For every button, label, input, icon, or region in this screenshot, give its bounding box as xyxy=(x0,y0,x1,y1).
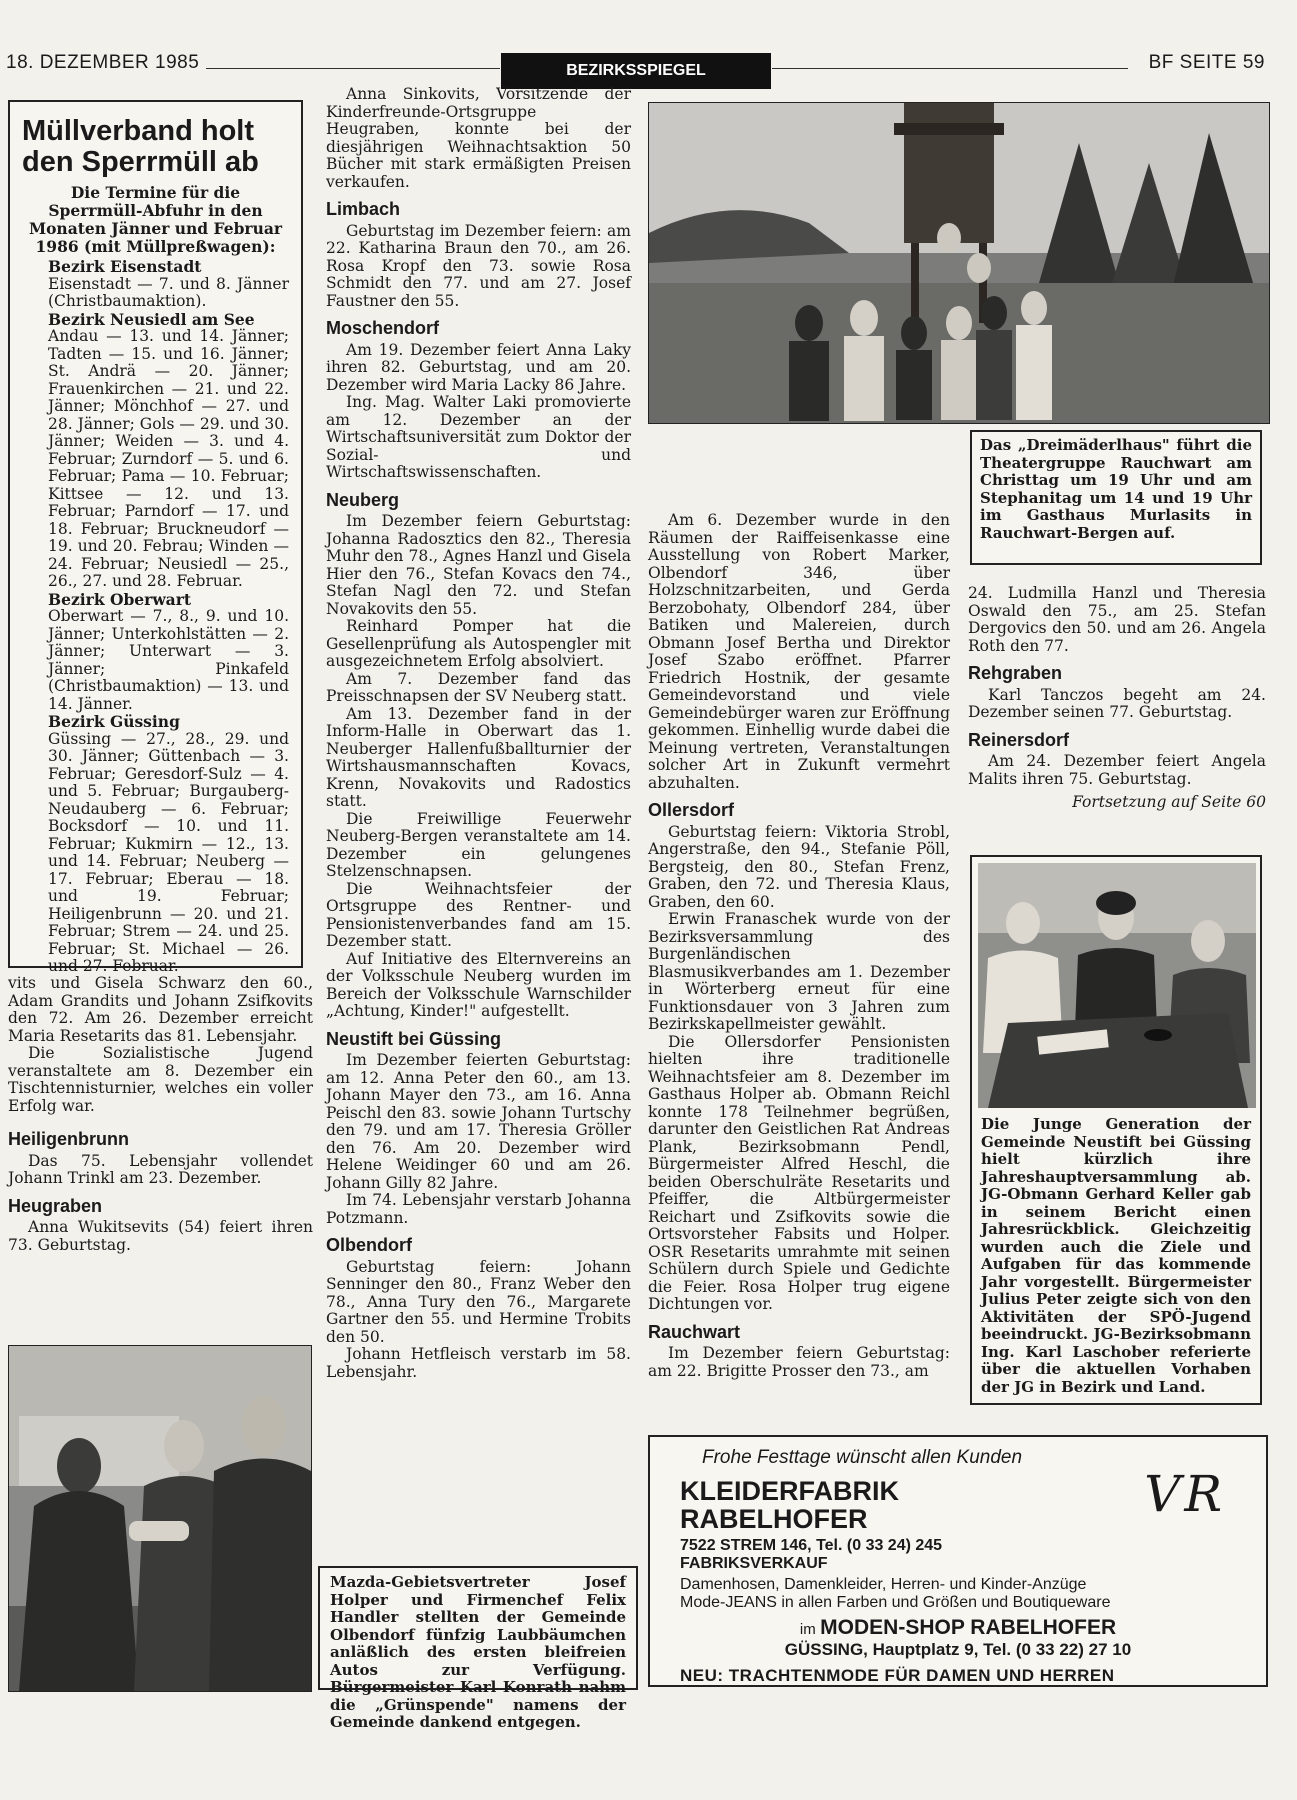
photo-youth-meeting xyxy=(978,863,1256,1108)
heading-ollersdorf: Ollersdorf xyxy=(648,800,735,820)
paragraph: Karl Tanczos begeht am 24. Dezember seinen 77. Geburtstag. xyxy=(968,685,1266,721)
caption-box-theatre xyxy=(970,430,1262,565)
paragraph: Am 6. Dezember wurde in den Räumen der Raiffeisenkasse eine Ausstellung von Robert Marker, Olbendorf 346, über Holzschnitzarbeiten, und Gerda Berzobohaty, Olbendorf 284, über Batiken und Malereien, durch Obmann Josef Bertha und Direktor Josef Szabo eröffnet. Pfarrer Friedrich Hostnik, der gesamte Gemeindevorstand und viele Gemeindebürger waren zur Eröffnung gekommen. Einhellig wurde dabei die Meinung vertreten, Veranstaltungen solcher Art in Zukunft vermehrt abzuhalten. xyxy=(648,511,950,792)
youth-photo-box xyxy=(970,855,1262,1405)
paragraph: Im Dezember feiern Geburtstag: Johanna Radosztics den 82., Theresia Muhr den 78., Agnes Hanzl und Gisela Hier den 76., Stefan Kovacs den 74., Stefan Nagl den 72. und Stefan Novakovits den 55. xyxy=(326,512,631,618)
district-name: Bezirk Güssing xyxy=(48,712,180,731)
page-number: BF SEITE 59 xyxy=(1148,52,1265,73)
photo-caption: Mazda-Gebietsvertreter Josef Holper und Firmenchef Felix Handler stellten der Gemeinde Olbendorf fünfzig Laubbäumchen anläßlich des ersten bleifreien Autos zur Verfügung. Bürgermeister Karl Konrath nahm die „Grünspende" namens der Gemeinde dankend entgegen. xyxy=(330,1573,626,1731)
column-4-text xyxy=(968,585,1266,812)
ad-new-line: NEU: TRACHTENMODE FÜR DAMEN UND HERREN xyxy=(680,1666,1115,1685)
paragraph: Johann Hetfleisch verstarb im 58. Lebensjahr. xyxy=(326,1345,631,1381)
paragraph: Die Sozialistische Jugend veranstaltete am 8. Dezember ein Tischtennisturnier, welches ein voller Erfolg war. xyxy=(8,1044,313,1115)
paragraph: Die Ollersdorfer Pensionisten hielten ihre traditionelle Weihnachtsfeier am 8. Dezember im Gasthaus Holper ab. Obmann Reichl konnte 178 Teilnehmer begrüßen, darunter den Geistlichen Rat Andreas Plank, Bezirksobmann Pendl, Bürgermeister Alfred Heschl, die beiden Oberschulräte Resetarits und Pfeiffer, die Altbürgermeister Reichart und Zsifkovits sowie die Ortsvorsteher Fabsits und Holper. OSR Resetarits umrahmte mit seinen Schülern durch Spiele und Gedichte die Feier. Rosa Holper trug eigene Dichtungen vor. xyxy=(648,1032,950,1313)
paragraph: Am 19. Dezember feiert Anna Laky ihren 82. Geburtstag, und am 20. Dezember wird Maria Lacky 86 Jahre. xyxy=(326,340,631,394)
paragraph: Erwin Franaschek wurde von der Bezirksversammlung des Burgenländischen Blasmusikverbandes am 1. Dezember in Wörterberg erneut für eine Funktionsdauer von 3 Jahren zum Bezirkskapellmeister gewählt. xyxy=(648,910,950,1033)
ad-company-line2: RABELHOFER xyxy=(680,1504,868,1534)
paragraph: Die Weihnachtsfeier der Ortsgruppe des Rentner- und Pensionistenverbandes fand am 15. Dezember statt. xyxy=(326,879,631,950)
ad-factory-sale: FABRIKSVERKAUF xyxy=(680,1555,828,1572)
district-dates: Andau — 13. und 14. Jänner; Tadten — 15. und 16. Jänner; St. Andrä — 20. Jänner; Frauenkirchen — 21. und 22. Jänner; Mönchhof — 27. und 28. Jänner; Gols — 29. und 30. Jänner; Weiden — 3. und 4. Februar; Zurndorf — 5. und 6. Februar; Pama — 10. Februar; Kittsee — 12. und 13. Februar; Parndorf — 17. und 18. Februar; Bruckneudorf — 19. und 20. Febrau; Winden — 24. Februar; Neusiedl — 25., 26., 27. und 28. Februar. xyxy=(48,327,289,590)
paragraph: Die Freiwillige Feuerwehr Neuberg-Bergen veranstaltete am 14. Dezember ein gelungenes Stelzenschnapsen. xyxy=(326,809,631,880)
heading-heiligenbrunn: Heiligenbrunn xyxy=(8,1129,129,1149)
paragraph: Das 75. Lebensjahr vollendet Johann Trinkl am 23. Dezember. xyxy=(8,1151,313,1187)
ad-im: im xyxy=(799,1621,816,1638)
ad-shop-address: GÜSSING, Hauptplatz 9, Tel. (0 33 22) 27 10 xyxy=(784,1640,1132,1659)
ad-products-line2: Mode-JEANS in allen Farben und Größen und Boutiqueware xyxy=(680,1594,1111,1611)
heading-neuberg: Neuberg xyxy=(326,489,400,510)
district-dates: Güssing — 27., 28., 29. und 30. Jänner; Güttenbach — 3. Februar; Geresdorf-Sulz — 4. und 5. Februar; Burgauberg-Neudauberg — 6. Februar; Bocksdorf — 10. und 11. Februar; Kukmirn — 12., 13. und 14. Februar; Neuberg — 17. Februar; Eberau — 18. und 19. Februar; Heiligenbrunn — 20. und 21. Februar; Strem — 24. und 25. Februar; St. Michael — 26. und 27. Februar. xyxy=(48,729,289,975)
paragraph: Am 7. Dezember fand das Preisschnapsen der SV Neuberg statt. xyxy=(326,669,631,705)
paragraph: Geburtstag feiern: Viktoria Strobl, Angerstraße, den 94., Stefanie Pöll, Bergsteig, den 80., Stefan Frenz, Graben, den 72. und Theresia Klaus, Graben, den 60. xyxy=(648,822,950,911)
photo-theatre-group xyxy=(648,102,1270,424)
header-rule-right xyxy=(772,68,1128,69)
heading-rehgraben: Rehgraben xyxy=(968,663,1063,683)
ad-shop-name: MODEN-SHOP RABELHOFER xyxy=(820,1616,1117,1639)
photo-mazda-handshake xyxy=(8,1345,312,1692)
district-name: Bezirk Eisenstadt xyxy=(48,257,202,276)
heading-heugraben: Heugraben xyxy=(8,1195,103,1216)
ad-greeting: Frohe Festtage wünscht allen Kunden xyxy=(702,1447,1023,1468)
column-1-text xyxy=(8,975,313,1254)
continued-note: Fortsetzung auf Seite 60 xyxy=(1072,793,1266,811)
district-name: Bezirk Neusiedl am See xyxy=(48,309,255,329)
photo-image xyxy=(649,103,1269,423)
ad-company-line1: KLEIDERFABRIK xyxy=(680,1476,900,1506)
paragraph: Anna Wukitsevits (54) feiert ihren 73. Geburtstag. xyxy=(8,1218,313,1254)
ad-logo-monogram: VR xyxy=(1144,1465,1226,1523)
photo-image xyxy=(9,1346,311,1691)
section-title: BEZIRKSSPIEGEL xyxy=(502,54,770,88)
paragraph: Geburtstag im Dezember feiern: am 22. Katharina Braun den 70., am 26. Rosa Kropf den 73. sowie Rosa Schmidt den 77. und am 27. Josef Faustner den 55. xyxy=(326,221,631,310)
advertisement-rabelhofer xyxy=(648,1435,1268,1687)
ad-address: 7522 STREM 146, Tel. (0 33 24) 245 xyxy=(680,1537,943,1554)
bulky-waste-intro: Die Termine für die Sperrmüll-Abfuhr in den Monaten Jänner und Februar 1986 (mit Müllpreßwagen): xyxy=(28,183,283,256)
photo-caption: Das „Dreimäderlhaus" führt die Theatergruppe Rauchwart am Christtag um 19 Uhr und am Stephanitag um 14 und 19 Uhr im Gasthaus Murlasits in Rauchwart-Bergen auf. xyxy=(980,436,1252,542)
paragraph: Reinhard Pomper hat die Gesellenprüfung als Autospengler mit ausgezeichnetem Erfolg absolviert. xyxy=(326,617,631,670)
paragraph: Im Dezember feiern Geburtstag: am 22. Brigitte Prosser den 73., am xyxy=(648,1344,950,1380)
ad-products-line1: Damenhosen, Damenkleider, Herren- und Kinder-Anzüge xyxy=(680,1576,1087,1593)
district-dates: Oberwart — 7., 8., 9. und 10. Jänner; Unterkohlstätten — 2. Jänner; Unterwart — 3. Jänner; Pinkafeld (Christbaumaktion) — 13. und 14. Jänner. xyxy=(48,607,289,713)
paragraph: Am 24. Dezember feiert Angela Malits ihren 75. Geburtstag. xyxy=(968,752,1266,788)
paragraph: Anna Sinkovits, Vorsitzende der Kinderfreunde-Ortsgruppe Heugraben, konnte bei der diesjährigen Weihnachtsaktion 50 Bücher mit stark ermäßigten Preisen verkaufen. xyxy=(326,85,631,191)
heading-neustift: Neustift bei Güssing xyxy=(326,1028,502,1049)
paragraph: Am 13. Dezember fand in der Inform-Halle in Oberwart das 1. Neuberger Hallenfußballturnier der Wirtshausmannschaften Kovacs, Krenn, Novakovits und Radostics statt. xyxy=(326,704,631,810)
district-list xyxy=(22,258,289,976)
caption-box-mazda xyxy=(318,1566,638,1731)
paragraph: vits und Gisela Schwarz den 60., Adam Grandits und Johann Zsifkovits den 72. Am 26. Dezember erreicht Maria Resetarits das 81. Lebensjahr. xyxy=(8,974,313,1045)
column-2-text xyxy=(326,86,631,1381)
paragraph: Geburtstag feiern: Johann Senninger den 80., Franz Weber den 78., Anna Tury den 76., Margarete Gartner den 55. und Hermine Trobits den 50. xyxy=(326,1257,631,1346)
issue-date: 18. DEZEMBER 1985 xyxy=(6,52,200,73)
column-3-text xyxy=(648,512,950,1380)
heading-olbendorf: Olbendorf xyxy=(326,1235,412,1255)
bulky-waste-headline: Müllverband holt den Sperrmüll ab xyxy=(22,115,259,178)
paragraph: 24. Ludmilla Hanzl und Theresia Oswald den 75., am 25. Stefan Dergovics den 50. und am 26. Angela Roth den 77. xyxy=(968,584,1266,655)
paragraph: Im Dezember feierten Geburtstag: am 12. Anna Peter den 60., am 13. Johann Mayer den 73., am 16. Anna Peischl den 83. sowie Johann Turtschy den 79. und am 17. Theresia Gröller den 76. Am 20. Dezember wird Helene Weidinger 60 und am 26. Johann Gilly 82 Jahre. xyxy=(326,1051,631,1192)
header-rule-left xyxy=(206,68,500,69)
bulky-waste-box xyxy=(8,100,303,975)
district-dates: Eisenstadt — 7. und 8. Jänner (Christbaumaktion). xyxy=(48,274,289,310)
heading-moschendorf: Moschendorf xyxy=(326,318,440,338)
heading-rauchwart: Rauchwart xyxy=(648,1321,741,1342)
heading-reinersdorf: Reinersdorf xyxy=(968,729,1070,750)
paragraph: Auf Initiative des Elternvereins an der Volksschule Neuberg wurden im Bereich der Volksschule Warnschilder „Achtung, Kinder!" aufgestellt. xyxy=(326,949,631,1020)
paragraph: Ing. Mag. Walter Laki promovierte am 12. Dezember an der Wirtschaftsuniversität zum Doktor der Sozial- und Wirtschaftswissenschaften. xyxy=(326,393,631,481)
heading-limbach: Limbach xyxy=(326,199,401,219)
photo-caption: Die Junge Generation der Gemeinde Neustift bei Güssing hielt kürzlich ihre Jahreshauptversammlung ab. JG-Obmann Gerhard Keller gab in seinem Bericht einen Jahresrückblick. Gleichzeitig wurden auch die Ziele und Aufgaben für das kommende Jahr vorgestellt. Bürgermeister Julius Peter zeigte sich von den Aktivitäten der SPÖ-Jugend beeindruckt. JG-Bezirksobmann Ing. Karl Laschober referierte über die aktuellen Vorhaben der JG in Bezirk und Land. xyxy=(981,1115,1251,1396)
photo-image xyxy=(978,863,1256,1108)
district-name: Bezirk Oberwart xyxy=(48,589,192,609)
paragraph: Im 74. Lebensjahr verstarb Johanna Potzmann. xyxy=(326,1191,631,1227)
